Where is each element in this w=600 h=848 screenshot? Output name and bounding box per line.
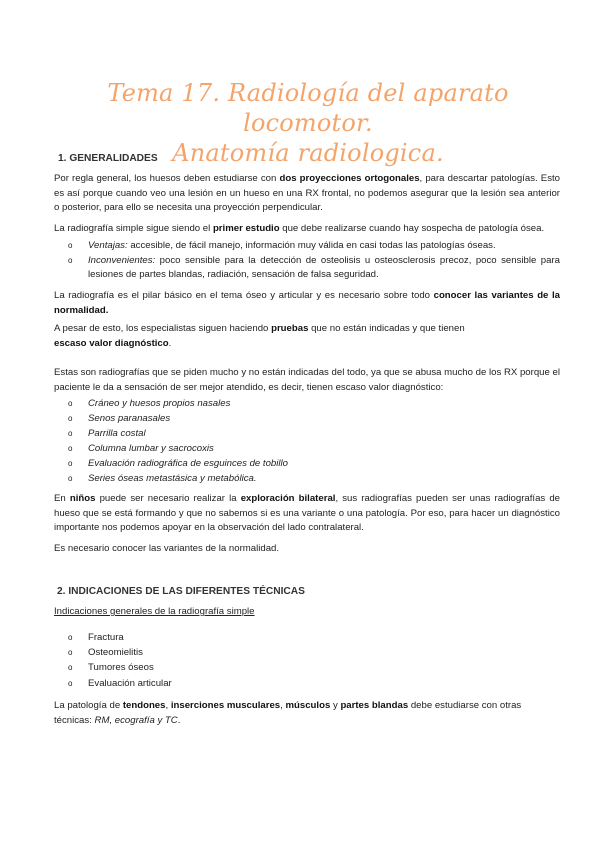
indications-list (62, 630, 560, 691)
paragraph-projections: Por regla general, los huesos deben estudiarse con dos proyecciones ortogonales, para descartar patologías. Esto es así porque cuando veo una lesión en un hueso en una RX frontal, no podemos asegurar que la lesión sea anterior o posterior, para ello se necesita una proyección perpendicular. (54, 173, 560, 214)
title-line-2: Anatomía radiologica. (172, 139, 444, 167)
paragraph-children: En niños puede ser necesario realizar la exploración bilateral, sus radiografías pueden ser unas radiografías de hueso que se está formando y que no sabemos si es una variante o una patología. Por eso, para hacer un diagnóstico importante nos podemos apoyar en la observación del lado contralateral. (54, 493, 560, 534)
overused-xray-list (62, 397, 560, 486)
paragraph-normal-variants: Es necesario conocer las variantes de la normalidad. (54, 543, 280, 554)
list-item: o Series óseas metastásica y metabólica. (62, 472, 560, 487)
list-item: o Tumores óseos (62, 660, 560, 675)
list-item: o Osteomielitis (62, 645, 560, 660)
paragraph-overused-xrays: Estas son radiografías que se piden mucho y no están indicadas del todo, ya que se abusa mucho de los RX porque el paciente le da a sensación de ser mejor atendido, es decir, tienen escaso valor diagnóstico: (54, 367, 560, 393)
list-item: o Cráneo y huesos propios nasales (62, 397, 560, 412)
list-item: o Senos paranasales (62, 412, 560, 427)
paragraph-first-study: La radiografía simple sigue siendo el primer estudio que debe realizarse cuando hay sospecha de patología ósea. (54, 223, 545, 234)
pros-cons-list (62, 239, 560, 283)
list-item-cons: o Inconvenientes: poco sensible para la detección de osteolisis u osteosclerosis precoz, poco sensible para lesiones de partes blandas, radiación, sensación de falsa seguridad. (62, 254, 560, 283)
title-line-1: Tema 17. Radiología del aparato locomotor. (107, 79, 509, 137)
list-item: o Columna lumbar y sacrocoxis (62, 442, 560, 457)
section-heading-generalidades: 1. GENERALIDADES (58, 153, 158, 164)
subheading-simple-radiography: Indicaciones generales de la radiografía simple (54, 606, 255, 617)
paragraph-soft-tissue: La patología de tendones, inserciones musculares, músculos y partes blandas debe estudiarse con otras técnicas: RM, ecografía y TC. (54, 700, 522, 726)
paragraph-pillar: La radiografía es el pilar básico en el tema óseo y articular y es necesario sobre todo conocer las variantes de la normalidad. (54, 290, 560, 316)
list-item: o Evaluación articular (62, 676, 560, 691)
list-item-pros: o Ventajas: accesible, de fácil manejo, información muy válida en casi todas las patologías óseas. (62, 239, 560, 254)
paragraph-tests: A pesar de esto, los especialistas siguen haciendo pruebas que no están indicadas y que tienen escaso valor diagnóstico. (54, 323, 465, 349)
list-item: o Parrilla costal (62, 427, 560, 442)
section-heading-indicaciones: 2. INDICACIONES DE LAS DIFERENTES TÉCNICAS (57, 586, 305, 597)
list-item: o Evaluación radiográfica de esguinces de tobillo (62, 457, 560, 472)
list-item: o Fractura (62, 630, 560, 645)
